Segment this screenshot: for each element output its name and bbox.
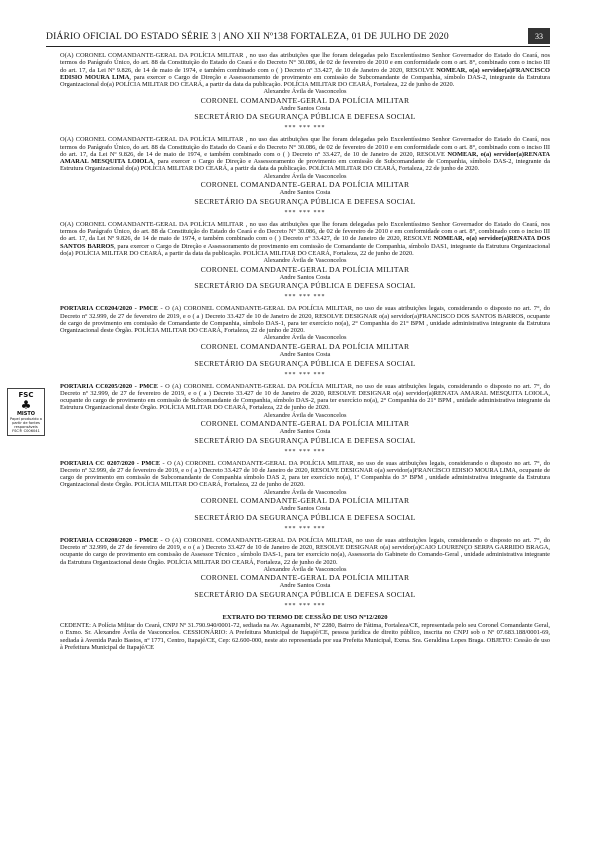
fsc-code: FSC® C006041 xyxy=(12,429,40,433)
signatory-name: Andre Santos Costa xyxy=(279,505,331,513)
act-text xyxy=(60,305,550,334)
extrato-title: EXTRATO DO TERMO DE CESSÃO DE USO Nº12/2020 xyxy=(222,614,388,622)
separator: *** *** *** xyxy=(284,371,326,378)
signatory-role: CORONEL COMANDANTE-GERAL DA POLÍCIA MILITAR xyxy=(200,180,410,190)
page-number: 33 xyxy=(528,28,550,44)
fsc-label: MISTO xyxy=(16,411,36,417)
tree-icon: ♣ xyxy=(20,398,32,412)
signatory-role: CORONEL COMANDANTE-GERAL DA POLÍCIA MILITAR xyxy=(200,419,410,429)
fsc-sub: Papel produzido a partir de fontes responsáveis xyxy=(10,417,42,429)
act-text-bold: NOMEAR, o(a) servidor(a)RENATA DOS SANTOS BARROS xyxy=(60,235,550,250)
signatory-role: CORONEL COMANDANTE-GERAL DA POLÍCIA MILITAR xyxy=(200,341,410,351)
signatory-name: Andre Santos Costa xyxy=(279,582,331,590)
act-block xyxy=(60,292,550,367)
separator: *** *** *** xyxy=(284,209,326,216)
act-text-bold: PORTARIA CC0208/2020 - PMCE xyxy=(60,536,159,544)
signatory-role: CORONEL COMANDANTE-GERAL DA POLÍCIA MILITAR xyxy=(200,264,410,274)
separator: *** *** *** xyxy=(284,294,326,301)
signatory-role: CORONEL COMANDANTE-GERAL DA POLÍCIA MILITAR xyxy=(200,496,410,506)
act-block xyxy=(60,208,550,290)
act-text-pre: O(A) CORONEL COMANDANTE-GERAL DA POLÍCIA MILITAR , no uso das atribuições que lhe foram delegadas pelo Excelentíssimo Senhor Governador do Estado do Ceará, nos termos do Parágrafo Único, do art. 88 da Constituição do Estado do Ceará e do Decreto N° 30.086, de 02 de fevereiro de 2010 e em conformidade com o art. 8°, combinado com o inciso III do art. 17, da Lei Nº 9.826, de 14 de maio de 1974, e também combinado com o ( ) Decreto nº 33.427, de 10 de Janeiro de 2020, RESOLVE xyxy=(60,52,550,74)
signatory-name: Alexandre Ávila de Vasconcelos xyxy=(263,411,347,419)
signatory-name: Alexandre Ávila de Vasconcelos xyxy=(263,88,347,96)
act-text-bold: NOMEAR, o(a) servidor(a)RENATA AMARAL MESQUITA LOIOLA xyxy=(60,150,550,166)
act-text-post: - O (A) CORONEL COMANDANTE-GERAL DA POLÍCIA MILITAR, no uso de suas atribuições legais, considerando o disposto no art. 7°, do Decreto nº 32.999, de 27 de fevereiro de 2019, e o ( a ) Decreto 33.427 de 10 de Janeiro de 2020, RESOLVE DESIGNAR o(a) servidor(a)FRANCISCO DOS SANTOS BARROS, ocupante de cargo de provimento em comissão de Comandante de Companhia, símbolo DAS-1, para ter exercício no(a), 2° Companhia do 21° BPM , unidade administrativa integrante da Estrutura Organizacional deste Órgão. POLÍCIA MILITAR DO CEARÁ, Fortaleza, 22 de junho de 2020. xyxy=(60,305,550,335)
act-block xyxy=(60,447,550,522)
signatory-name: Andre Santos Costa xyxy=(279,350,331,358)
act-text xyxy=(60,383,550,412)
acts-list xyxy=(60,52,550,599)
signatory-name: Alexandre Ávila de Vasconcelos xyxy=(263,565,347,573)
act-text-bold: NOMEAR, o(a) servidor(a)FRANCISCO EDISIO MOURA LIMA xyxy=(60,66,550,81)
act-text xyxy=(60,460,550,489)
signatory-name: Andre Santos Costa xyxy=(279,273,331,281)
act-text xyxy=(60,221,550,257)
signatory-role: SECRETÁRIO DA SEGURANÇA PÚBLICA E DEFESA SOCIAL xyxy=(194,512,416,522)
extrato-body: CEDENTE: A Polícia Militar do Ceará, CNPJ Nº 31.790.940/0001-72, sediada na Av. Aguanambi, Nº 2280, Bairro de Fátima, Fortaleza/CE, representada pelo seu Coronel Comandante Geral, o Exmo. Sr. Alexandre Ávila de Vasconcelos. CESSIONÁRIO: A Prefeitura Municipal de Itapajé/CE, pessoa jurídica de direito público, inscrita no CNPJ sob o Nº 07.683.188/0001-69, sediada à Avenida Paulo Bastos, nº 1771, Centro, Itapajé/CE, Cep: 62.600-000, neste ato representada por sua Prefeita Municipal, Exma. Sra. Geraldina Lopes Braga. OBJETO: Cessão de uso à Prefeitura Municipal de Itapajé/CE xyxy=(60,622,550,651)
signatory-role: SECRETÁRIO DA SEGURANÇA PÚBLICA E DEFESA SOCIAL xyxy=(194,435,416,445)
fsc-seal xyxy=(7,388,45,436)
act-text-pre: O(A) CORONEL COMANDANTE-GERAL DA POLÍCIA MILITAR , no uso das atribuições que lhe foram delegadas pelo Excelentíssimo Senhor Governador do Estado do Ceará, nos termos do Parágrafo Único, do art. 88 da Constituição do Estado do Ceará e do Decreto N° 30.086, de 02 de fevereiro de 2010 e em conformidade com o art. 8°, combinado com o inciso III do art. 17, da Lei Nº 9.826, de 14 de maio de 1974, e também combinado com o ( ) Decreto nº 33.427, de 10 de Janeiro de 2020, RESOLVE xyxy=(60,220,550,243)
act-text xyxy=(60,136,550,172)
signatory-name: Alexandre Ávila de Vasconcelos xyxy=(263,334,347,342)
act-text-pre: O(A) CORONEL COMANDANTE-GERAL DA POLÍCIA MILITAR , no uso das atribuições que lhe foram delegadas pelo Excelentíssimo Senhor Governador do Estado do Ceará, nos termos do Parágrafo Único, do art. 88 da Constituição do Estado do Ceará e do Decreto N° 30.086, de 02 de fevereiro de 2010 e em conformidade com o art. 8°, combinado com o inciso III do art. 17, da Lei Nº 9.826, de 14 de maio de 1974, e também combinado com o ( ) Decreto nº 33.427, de 10 de Janeiro de 2020, RESOLVE xyxy=(60,136,550,158)
signatory-role: SECRETÁRIO DA SEGURANÇA PÚBLICA E DEFESA SOCIAL xyxy=(194,112,416,122)
act-text xyxy=(60,52,550,88)
act-text-bold: PORTARIA CC0205/2020 - PMCE xyxy=(60,382,159,390)
act-text-bold: PORTARIA CC 0207/2020 - PMCE xyxy=(60,459,161,467)
fsc-logo: FSC xyxy=(18,391,34,399)
signatory-name: Alexandre Ávila de Vasconcelos xyxy=(263,257,347,265)
act-text xyxy=(60,537,550,566)
act-block xyxy=(60,370,550,445)
document-body xyxy=(60,52,550,651)
act-text-post: - O (A) CORONEL COMANDANTE-GERAL DA POLÍCIA MILITAR, no uso de suas atribuições legais, considerando o disposto no art. 7°, do Decreto nº 32.999, de 27 de fevereiro de 2019, e o ( a ) Decreto 33.427 de 10 de Janeiro de 2020, RESOLVE DESIGNAR o(a) servidor(a)RENATA AMARAL MESQUITA LOIOLA, ocupante do cargo de provimento em comissão de Subcomandante de Companhia, símbolo DAS-2, para ter exercício no(a), 2° Companhia do 21° BPM , unidade administrativa integrante da Estrutura Organizacional deste Órgão. POLÍCIA MILITAR DO CEARÁ, Fortaleza, 22 de junho de 2020. xyxy=(60,382,550,412)
signatory-role: CORONEL COMANDANTE-GERAL DA POLÍCIA MILITAR xyxy=(200,573,410,583)
act-text-bold: PORTARIA CC0204/2020 - PMCE xyxy=(60,305,159,313)
act-block xyxy=(60,52,550,121)
signatory-name: Andre Santos Costa xyxy=(279,189,331,197)
act-text-post: , para exercer o Cargo de Direção e Assessoramento de provimento em comissão de Subcomandante de Companhia, símbolo DAS-2, integrante da Estrutura Organizacional do(a) POLÍCIA MILITAR DO CEARÁ, a partir da data da publicação. POLÍCIA MILITAR DO CEARÁ, Fortaleza, 22 de junho de 2020. xyxy=(60,73,550,88)
act-text-post: - O (A) CORONEL COMANDANTE-GERAL DA POLÍCIA MILITAR, no uso de suas atribuições legais, considerando o disposto no art. 7°, do Decreto nº 32.999, de 27 de fevereiro de 2019, e o ( a ) Decreto 33.427 de 10 de Janeiro de 2020, RESOLVE DESIGNAR o(a) servidor(a)FRANCISCO EDISIO MOURA LIMA, ocupante de cargo de provimento em comissão de Subcomandante de Companhia símbolo DAS 2, para ter exercício no(a), 1ª Companhia do 3° BPM , unidade administrativa integrante da Estrutura Organizacional deste Órgão. POLÍCIA MILITAR DO CEARÁ, Fortaleza, 22 de junho de 2020. xyxy=(60,459,550,489)
signatory-name: Alexandre Ávila de Vasconcelos xyxy=(263,488,347,496)
separator: *** *** *** xyxy=(284,125,326,132)
separator: *** *** *** xyxy=(284,525,326,532)
act-text-post: , para exercer o Cargo de Direção e Assessoramento de provimento em comissão de Subcomandante de Companhia, símbolo DAS-2, integrante da Estrutura Organizacional do(a) POLÍCIA MILITAR DO CEARÁ, a partir da data da publicação. POLÍCIA MILITAR DO CEARÁ, Fortaleza, 22 de junho de 2020. xyxy=(60,158,550,173)
page-header xyxy=(46,26,550,47)
signatory-role: SECRETÁRIO DA SEGURANÇA PÚBLICA E DEFESA SOCIAL xyxy=(194,358,416,368)
act-block xyxy=(60,524,550,599)
act-text-post: - O (A) CORONEL COMANDANTE-GERAL DA POLÍCIA MILITAR, no uso de suas atribuições legais, considerando o disposto no art. 7°, do Decreto nº 32.999, de 27 de fevereiro de 2019, e o ( a ) Decreto 33.427 de 10 de Janeiro de 2020, RESOLVE DESIGNAR o(a) servidor(a)CAIO LOURENÇO SERPA GARRIDO BRAGA, ocupante do cargo de provimento em comissão de Assessor Técnico , símbolo DAS-1, para ter exercício no(a), Assessoria do Gabinete do Comando-Geral , unidade administrativa integrante da Estrutura Organizacional deste Órgão. POLÍCIA MILITAR DO CEARÁ, Fortaleza, 22 de junho de 2020. xyxy=(60,536,550,566)
signatory-name: Andre Santos Costa xyxy=(279,428,331,436)
signatory-role: SECRETÁRIO DA SEGURANÇA PÚBLICA E DEFESA SOCIAL xyxy=(194,196,416,206)
header-title: DIÁRIO OFICIAL DO ESTADO SÉRIE 3 | ANO XII Nº138 FORTALEZA, 01 DE JULHO DE 2020 xyxy=(46,30,449,42)
signatory-role: SECRETÁRIO DA SEGURANÇA PÚBLICA E DEFESA SOCIAL xyxy=(194,281,416,291)
signatory-name: Andre Santos Costa xyxy=(279,104,331,112)
signatory-name: Alexandre Ávila de Vasconcelos xyxy=(263,172,347,180)
signatory-role: CORONEL COMANDANTE-GERAL DA POLÍCIA MILITAR xyxy=(200,95,410,105)
act-block xyxy=(60,123,550,205)
separator: *** *** *** xyxy=(284,603,326,610)
signatory-role: SECRETÁRIO DA SEGURANÇA PÚBLICA E DEFESA SOCIAL xyxy=(194,590,416,600)
separator: *** *** *** xyxy=(284,448,326,455)
act-text-post: , para exercer o Cargo de Direção e Assessoramento de provimento em comissão de Comandante de Companhia, símbolo DAS1, integrante da Estrutura Organizacional do(a) POLÍCIA MILITAR DO CEARÁ, a partir da data da publicação. POLÍCIA MILITAR DO CEARÁ, Fortaleza, 22 de junho de 2020. xyxy=(60,242,551,257)
